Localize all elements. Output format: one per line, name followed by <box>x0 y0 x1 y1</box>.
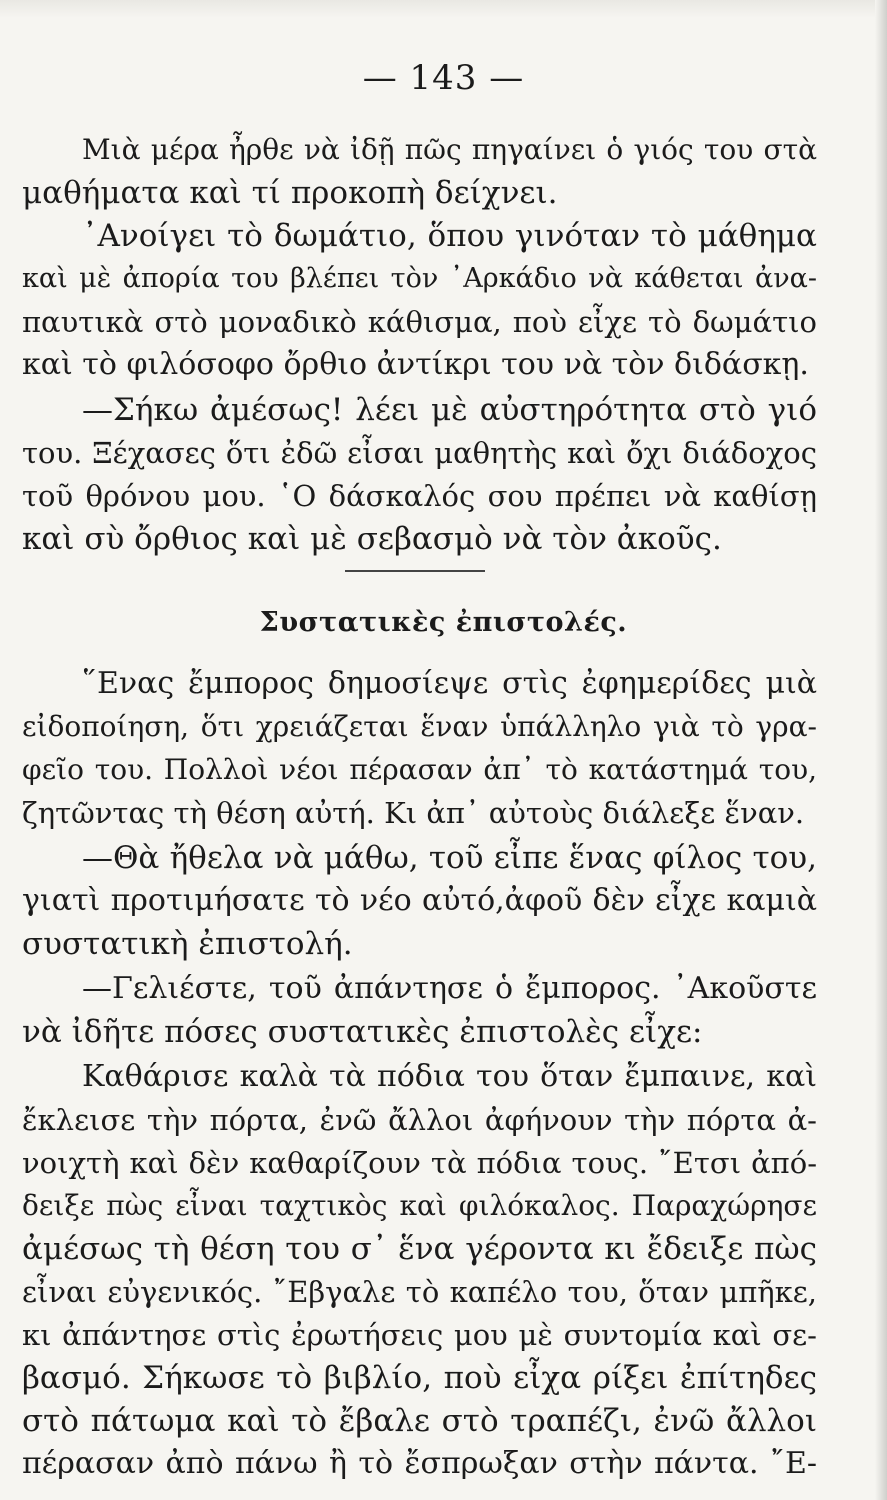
text-line: νοιχτὴ καὶ δὲν καθαρίζουν τὰ πόδια τους. ῎Ετσι ἀπό- <box>22 1146 817 1180</box>
text-line: ἔκλεισε τὴν πόρτα, ἐνῶ ἄλλοι ἀφήνουν τὴν πόρτα ἀ- <box>22 1103 817 1137</box>
text-line: —Σήκω ἀμέσως! λέει μὲ αὐστηρότητα στὸ γιό <box>82 392 817 428</box>
text-line: —Θὰ ἤθελα νὰ μάθω, τοῦ εἶπε ἕνας φίλος του, <box>82 840 817 876</box>
text-line: καὶ τὸ φιλόσοφο ὄρθιο ἀντίκρι του νὰ τὸν διδάσκῃ. <box>22 347 809 382</box>
text-line: βασμό. Σήκωσε τὸ βιβλίο, ποὺ εἶχα ρίξει ἐπίτηδες <box>22 1360 817 1396</box>
text-line: κι ἀπάντησε στὶς ἐρωτήσεις μου μὲ συντομία καὶ σε- <box>22 1318 817 1352</box>
text-line: στὸ πάτωμα καὶ τὸ ἔβαλε στὸ τραπέζι, ἐνῶ ἄλλοι <box>22 1403 817 1439</box>
text-line: ζητῶντας τὴ θέση αὐτή. Κι ἀπ᾿ αὐτοὺς διάλεξε ἕναν. <box>22 796 805 830</box>
page-number: — 143 — <box>362 58 525 98</box>
text-line: φεῖο του. Πολλοὶ νέοι πέρασαν ἀπ᾿ τὸ κατάστημά του, <box>22 753 817 786</box>
section-heading: Συστατικὲς ἐπιστολές. <box>259 607 628 638</box>
text-line: Μιὰ μέρα ἦρθε νὰ ἰδῇ πῶς πηγαίνει ὁ γιός του στὰ <box>82 133 817 166</box>
text-line: —Γελιέστε, τοῦ ἀπάντησε ὁ ἔμπορος. ᾿Ακοῦστε <box>82 971 817 1006</box>
text-line: του. Ξέχασες ὅτι ἐδῶ εἶσαι μαθητὴς καὶ ὄχι διάδοχος <box>22 436 817 470</box>
page-top-edge <box>0 0 887 18</box>
page-binding-shadow <box>875 0 887 1500</box>
text-line: παυτικὰ στὸ μοναδικὸ κάθισμα, ποὺ εἶχε τὸ δωμάτιο <box>22 305 817 339</box>
text-line: Καθάρισε καλὰ τὰ πόδια του ὅταν ἔμπαινε, καὶ <box>82 1059 817 1094</box>
text-line: γιατὶ προτιμήσατε τὸ νέο αὐτό,ἀφοῦ δὲν εἶχε καμιὰ <box>22 883 817 918</box>
text-line: εἰδοποίηση, ὅτι χρειάζεται ἕναν ὑπάλληλο γιὰ τὸ γρα- <box>22 710 817 743</box>
text-line: πέρασαν ἀπὸ πάνω ἢ τὸ ἔσπρωξαν στὴν πάντα. ῎Ε- <box>22 1446 817 1481</box>
text-line: δειξε πὼς εἶναι ταχτικὸς καὶ φιλόκαλος. Παραχώρησε <box>22 1189 817 1222</box>
text-line: εἶναι εὐγενικός. ῎Εβγαλε τὸ καπέλο του, ὅταν μπῆκε, <box>22 1275 817 1309</box>
section-divider <box>345 570 485 572</box>
text-line: ᾿Ανοίγει τὸ δωμάτιο, ὅπου γινόταν τὸ μάθημα <box>82 218 817 254</box>
text-line: καὶ μὲ ἀπορία του βλέπει τὸν ᾿Αρκάδιο νὰ κάθεται ἀνα- <box>22 263 817 294</box>
text-line: τοῦ θρόνου μου. ῾Ο δάσκαλός σου πρέπει νὰ καθίσῃ <box>22 479 817 513</box>
text-line: καὶ σὺ ὄρθιος καὶ μὲ σεβασμὸ νὰ τὸν ἀκοῦς. <box>22 521 722 557</box>
text-line: ῞Ενας ἔμπορος δημοσίεψε στὶς ἐφημερίδες μιὰ <box>82 666 817 701</box>
text-line: ἀμέσως τὴ θέση του σ᾿ ἕνα γέροντα κι ἔδειξε πὼς <box>22 1231 817 1267</box>
text-line: συστατικὴ ἐπιστολή. <box>22 926 353 962</box>
text-line: μαθήματα καὶ τί προκοπὴ δείχνει. <box>22 175 558 211</box>
text-line: νὰ ἰδῆτε πόσες συστατικὲς ἐπιστολὲς εἶχε: <box>22 1014 703 1050</box>
